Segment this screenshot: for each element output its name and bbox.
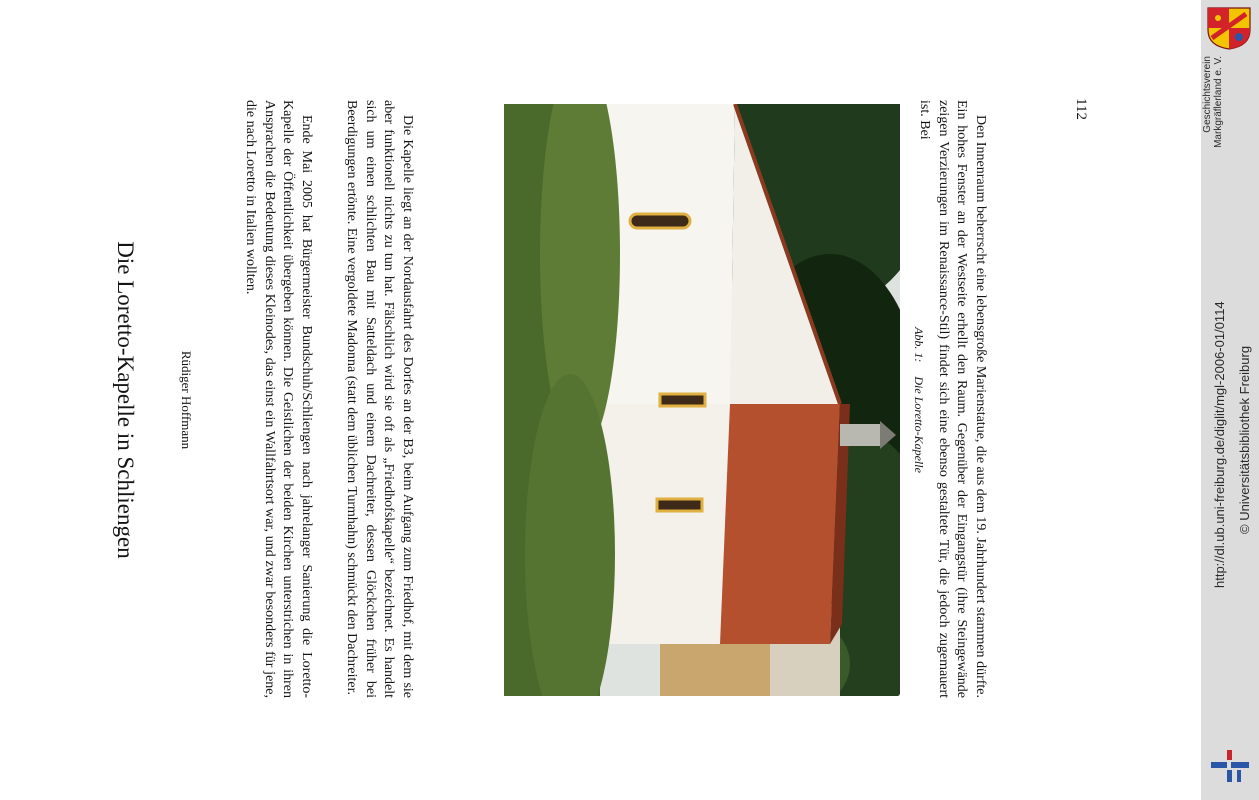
society-line-1: Geschichtsverein [1202,56,1213,133]
chapel-photo [504,104,900,696]
paragraph-intro: Ende Mai 2005 hat Bürgermeister Bundschuh/Schliengen nach jahrelanger Sanierung die Loretto-Kapelle der Öffentlichkeit übergeben können. Die Geistlichen der beiden Kirchen unterstrichen in ihren Ansprachen die Bedeutung dieses Kleinodes, das einst ein Wallfahrtsort war, und zwar besonders für jene, die nach Loretto in Italien wollten. [243,100,314,698]
caption-text: Die Loretto-Kapelle [912,376,926,473]
caption-label: Abb. 1: [912,327,926,363]
society-name [1202,56,1224,176]
article-title: Die Loretto-Kapelle in Schliengen [113,241,138,559]
page-number: 112 [1073,98,1089,120]
university-library-logo-icon [1209,748,1251,784]
society-line-2: Markgräflerland e. V. [1213,56,1224,148]
copyright-notice: © Universitätsbibliothek Freiburg [1237,345,1252,534]
paragraph-interior: Den Innenraum beherrscht eine lebensgroße Marienstatue, die aus dem 19. Jahrhundert stammen dürfte. Ein hohes Fenster an der Westseite erhellt den Raum. Gegenüber der Eingangstür (ihre Steingewände zeigen Verzierungen im Renaissance-Stil) findet sich eine ebenso gestaltete Tür, die jedoch zugemauert ist. Bei [917,100,988,698]
coat-of-arms-icon [1206,6,1252,50]
paragraph-location: Die Kapelle liegt an der Nordausfahrt des Dorfes an der B3, beim Aufgang zum Friedhof, mit dem sie aber funktionell nichts zu tun hat. Fälschlich wird sie oft als „Friedhofskapelle“ bezeichnet. Es handelt sich um einen schlichten Bau mit Satteldach und einem Dachreiter, dessen Glöckchen früher bei Beerdigungen ertönte. Eine vergoldete Madonna (statt dem üblichen Turmhahn) schmückt den Dachreiter. [344,100,415,698]
document-url-link[interactable]: http://dl.ub.uni-freiburg.de/diglit/mgl-2006-01/0114 [1212,301,1227,588]
viewer-sidebar [1201,0,1259,800]
chapel-photo-illustration [504,104,900,696]
article-author: Rüdiger Hoffmann [179,350,194,450]
